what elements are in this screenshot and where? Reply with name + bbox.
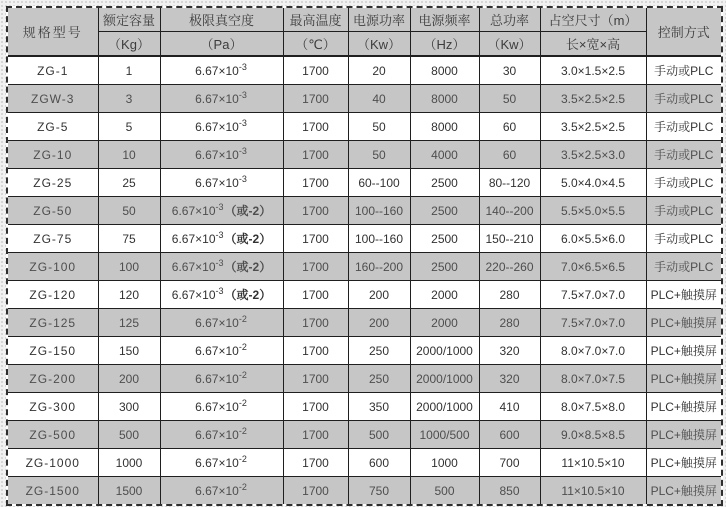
- cell-vacuum: [160, 253, 283, 281]
- cell-frequency: 8000: [410, 56, 479, 85]
- table-row: [8, 337, 721, 365]
- cell-vacuum: [160, 449, 283, 477]
- cell-power: 500: [348, 421, 410, 449]
- cell-vacuum: [160, 421, 283, 449]
- cell-power: 250: [348, 365, 410, 393]
- vacuum-exponent: -2: [238, 369, 247, 380]
- cell-total-power: 80--120: [479, 169, 540, 197]
- vacuum-base: 6.67×10: [195, 399, 239, 414]
- vacuum-note: （或-2）: [224, 288, 272, 302]
- cell-total-power: 700: [479, 449, 540, 477]
- cell-power: 750: [348, 477, 410, 505]
- cell-power: 250: [348, 337, 410, 365]
- cell-model: ZG-75: [8, 225, 98, 253]
- table-row: [8, 449, 721, 477]
- vacuum-note: （或-2）: [224, 204, 272, 218]
- cell-frequency: 2000/1000: [410, 393, 479, 421]
- cell-total-power: 850: [479, 477, 540, 505]
- cell-total-power: 220--260: [479, 253, 540, 281]
- cell-max-temp: 1700: [283, 393, 348, 421]
- table-row: [8, 253, 721, 281]
- cell-total-power: 50: [479, 85, 540, 113]
- vacuum-base: 6.67×10: [195, 63, 239, 78]
- cell-power: 160--200: [348, 253, 410, 281]
- cell-capacity: 1500: [98, 477, 160, 505]
- cell-control: 手动或PLC: [646, 141, 721, 169]
- vacuum-base: 6.67×10: [171, 260, 216, 274]
- vacuum-exponent: -3: [215, 230, 224, 240]
- cell-dimensions: 11×10.5×10: [540, 449, 646, 477]
- cell-vacuum: [160, 56, 283, 85]
- cell-capacity: 100: [98, 253, 160, 281]
- cell-vacuum: [160, 337, 283, 365]
- cell-total-power: 280: [479, 309, 540, 337]
- cell-capacity: 125: [98, 309, 160, 337]
- vacuum-exponent: -3: [238, 117, 247, 128]
- cell-dimensions: 8.0×7.0×7.5: [540, 365, 646, 393]
- table-row: [8, 113, 721, 141]
- header-total-power-unit: （Kw）: [479, 32, 540, 57]
- header-control: 控制方式: [646, 8, 721, 56]
- cell-control: PLC+触摸屏: [646, 393, 721, 421]
- cell-frequency: 2500: [410, 225, 479, 253]
- cell-model: ZG-300: [8, 393, 98, 421]
- vacuum-base: 6.67×10: [195, 343, 239, 358]
- vacuum-exponent: -2: [238, 397, 247, 408]
- cell-dimensions: 6.0×5.5×6.0: [540, 225, 646, 253]
- cell-control: PLC+触摸屏: [646, 281, 721, 309]
- cell-control: PLC+触摸屏: [646, 477, 721, 505]
- cell-dimensions: 9.0×8.5×8.5: [540, 421, 646, 449]
- cell-max-temp: 1700: [283, 197, 348, 225]
- vacuum-base: 6.67×10: [171, 232, 216, 246]
- cell-frequency: 2000: [410, 281, 479, 309]
- cell-dimensions: 3.5×2.5×2.5: [540, 113, 646, 141]
- vacuum-note: （或-2）: [224, 260, 272, 274]
- cell-model: ZG-1500: [8, 477, 98, 505]
- cell-total-power: 60: [479, 113, 540, 141]
- table-row: [8, 169, 721, 197]
- table-header: [8, 8, 721, 56]
- header-model: 规格型号: [8, 8, 98, 56]
- table-row: [8, 365, 721, 393]
- header-max-temp-unit: （℃）: [283, 32, 348, 57]
- table-row: [8, 477, 721, 505]
- cell-power: 600: [348, 449, 410, 477]
- header-power-label: 电源功率: [348, 8, 410, 32]
- table-row: [8, 85, 721, 113]
- cell-capacity: 120: [98, 281, 160, 309]
- cell-max-temp: 1700: [283, 449, 348, 477]
- cell-model: ZG-200: [8, 365, 98, 393]
- vacuum-base: 6.67×10: [195, 91, 239, 106]
- cell-max-temp: 1700: [283, 421, 348, 449]
- cell-vacuum: [160, 365, 283, 393]
- cell-vacuum: [160, 225, 283, 253]
- table-row: [8, 56, 721, 85]
- cell-control: 手动或PLC: [646, 56, 721, 85]
- cell-power: 20: [348, 56, 410, 85]
- header-row-units: [8, 32, 721, 57]
- cell-dimensions: 3.5×2.5×2.5: [540, 85, 646, 113]
- cell-power: 50: [348, 141, 410, 169]
- vacuum-base: 6.67×10: [195, 483, 239, 498]
- cell-vacuum: [160, 85, 283, 113]
- cell-total-power: 320: [479, 365, 540, 393]
- cell-frequency: 500: [410, 477, 479, 505]
- cell-frequency: 2000: [410, 309, 479, 337]
- cell-power: 100--160: [348, 197, 410, 225]
- cell-power: 200: [348, 309, 410, 337]
- vacuum-base: 6.67×10: [195, 455, 239, 470]
- cell-capacity: 150: [98, 337, 160, 365]
- cell-capacity: 10: [98, 141, 160, 169]
- table-row: [8, 421, 721, 449]
- cell-dimensions: 7.0×6.5×6.5: [540, 253, 646, 281]
- cell-total-power: 600: [479, 421, 540, 449]
- header-row-labels: [8, 8, 721, 32]
- vacuum-note: （或-2）: [224, 232, 272, 246]
- header-capacity-label: 额定容量: [98, 8, 160, 32]
- vacuum-exponent: -3: [238, 145, 247, 156]
- vacuum-exponent: -2: [238, 341, 247, 352]
- cell-capacity: 1000: [98, 449, 160, 477]
- cell-vacuum: [160, 281, 283, 309]
- cell-model: ZG-50: [8, 197, 98, 225]
- cell-total-power: 140--200: [479, 197, 540, 225]
- header-vacuum-label: 极限真空度: [160, 8, 283, 32]
- cell-control: PLC+触摸屏: [646, 449, 721, 477]
- cell-dimensions: 3.5×2.5×3.0: [540, 141, 646, 169]
- cell-dimensions: 5.0×4.0×4.5: [540, 169, 646, 197]
- cell-model: ZG-500: [8, 421, 98, 449]
- cell-control: PLC+触摸屏: [646, 337, 721, 365]
- cell-capacity: 5: [98, 113, 160, 141]
- cell-max-temp: 1700: [283, 477, 348, 505]
- cell-max-temp: 1700: [283, 85, 348, 113]
- cell-control: PLC+触摸屏: [646, 309, 721, 337]
- cell-vacuum: [160, 141, 283, 169]
- cell-frequency: 2500: [410, 253, 479, 281]
- spec-table-container: [6, 6, 723, 506]
- cell-capacity: 75: [98, 225, 160, 253]
- table-row: [8, 309, 721, 337]
- table-row: [8, 197, 721, 225]
- cell-max-temp: 1700: [283, 169, 348, 197]
- cell-control: 手动或PLC: [646, 169, 721, 197]
- vacuum-base: 6.67×10: [195, 119, 239, 134]
- header-frequency-label: 电源频率: [410, 8, 479, 32]
- cell-max-temp: 1700: [283, 281, 348, 309]
- cell-capacity: 3: [98, 85, 160, 113]
- vacuum-exponent: -3: [238, 89, 247, 100]
- vacuum-exponent: -3: [215, 258, 224, 268]
- vacuum-exponent: -3: [238, 173, 247, 184]
- cell-capacity: 300: [98, 393, 160, 421]
- cell-dimensions: 8.0×7.5×8.0: [540, 393, 646, 421]
- cell-vacuum: [160, 113, 283, 141]
- vacuum-exponent: -2: [238, 481, 247, 492]
- cell-model: ZG-100: [8, 253, 98, 281]
- vacuum-base: 6.67×10: [195, 147, 239, 162]
- vacuum-exponent: -2: [238, 313, 247, 324]
- vacuum-base: 6.67×10: [195, 427, 239, 442]
- cell-dimensions: 7.5×7.0×7.0: [540, 281, 646, 309]
- cell-power: 200: [348, 281, 410, 309]
- table-row: [8, 141, 721, 169]
- cell-dimensions: 8.0×7.0×7.0: [540, 337, 646, 365]
- cell-frequency: 8000: [410, 113, 479, 141]
- cell-power: 40: [348, 85, 410, 113]
- cell-frequency: 8000: [410, 85, 479, 113]
- header-vacuum-unit: （Pa）: [160, 32, 283, 57]
- cell-total-power: 150--210: [479, 225, 540, 253]
- table-row: [8, 393, 721, 421]
- cell-max-temp: 1700: [283, 113, 348, 141]
- cell-max-temp: 1700: [283, 225, 348, 253]
- vacuum-base: 6.67×10: [195, 371, 239, 386]
- cell-total-power: 60: [479, 141, 540, 169]
- table-body: [8, 56, 721, 504]
- cell-control: PLC+触摸屏: [646, 365, 721, 393]
- cell-model: ZG-125: [8, 309, 98, 337]
- cell-total-power: 320: [479, 337, 540, 365]
- cell-total-power: 410: [479, 393, 540, 421]
- cell-vacuum: [160, 309, 283, 337]
- header-max-temp-label: 最高温度: [283, 8, 348, 32]
- cell-vacuum: [160, 393, 283, 421]
- cell-frequency: 4000: [410, 141, 479, 169]
- cell-model: ZG-10: [8, 141, 98, 169]
- cell-frequency: 2000/1000: [410, 365, 479, 393]
- table-row: [8, 225, 721, 253]
- cell-frequency: 1000/500: [410, 421, 479, 449]
- cell-model: ZG-5: [8, 113, 98, 141]
- cell-model: ZG-25: [8, 169, 98, 197]
- cell-total-power: 280: [479, 281, 540, 309]
- cell-dimensions: 3.0×1.5×2.5: [540, 56, 646, 85]
- cell-vacuum: [160, 197, 283, 225]
- cell-control: 手动或PLC: [646, 225, 721, 253]
- cell-control: 手动或PLC: [646, 253, 721, 281]
- cell-power: 60--100: [348, 169, 410, 197]
- cell-max-temp: 1700: [283, 56, 348, 85]
- cell-model: ZG-150: [8, 337, 98, 365]
- vacuum-base: 6.67×10: [195, 315, 239, 330]
- cell-model: ZGW-3: [8, 85, 98, 113]
- vacuum-exponent: -2: [238, 425, 247, 436]
- cell-model: ZG-120: [8, 281, 98, 309]
- cell-power: 100--160: [348, 225, 410, 253]
- vacuum-base: 6.67×10: [171, 204, 216, 218]
- cell-vacuum: [160, 169, 283, 197]
- cell-dimensions: 5.5×5.0×5.5: [540, 197, 646, 225]
- table-row: [8, 281, 721, 309]
- header-power-unit: （Kw）: [348, 32, 410, 57]
- vacuum-base: 6.67×10: [195, 175, 239, 190]
- cell-frequency: 2000/1000: [410, 337, 479, 365]
- vacuum-exponent: -3: [215, 286, 224, 296]
- cell-control: 手动或PLC: [646, 197, 721, 225]
- cell-vacuum: [160, 477, 283, 505]
- cell-frequency: 2500: [410, 169, 479, 197]
- vacuum-base: 6.67×10: [171, 288, 216, 302]
- header-frequency-unit: （Hz）: [410, 32, 479, 57]
- cell-control: PLC+触摸屏: [646, 421, 721, 449]
- cell-dimensions: 7.5×7.0×7.0: [540, 309, 646, 337]
- cell-max-temp: 1700: [283, 365, 348, 393]
- header-capacity-unit: （Kg）: [98, 32, 160, 57]
- cell-max-temp: 1700: [283, 141, 348, 169]
- cell-model: ZG-1: [8, 56, 98, 85]
- cell-dimensions: 11×10.5×10: [540, 477, 646, 505]
- spec-table: [8, 8, 721, 504]
- cell-power: 50: [348, 113, 410, 141]
- cell-capacity: 1: [98, 56, 160, 85]
- cell-max-temp: 1700: [283, 309, 348, 337]
- cell-capacity: 50: [98, 197, 160, 225]
- cell-max-temp: 1700: [283, 253, 348, 281]
- cell-power: 350: [348, 393, 410, 421]
- vacuum-exponent: -3: [238, 61, 247, 72]
- cell-capacity: 500: [98, 421, 160, 449]
- cell-model: ZG-1000: [8, 449, 98, 477]
- vacuum-exponent: -3: [215, 202, 224, 212]
- header-total-power-label: 总功率: [479, 8, 540, 32]
- cell-total-power: 30: [479, 56, 540, 85]
- cell-frequency: 1000: [410, 449, 479, 477]
- cell-control: 手动或PLC: [646, 113, 721, 141]
- cell-max-temp: 1700: [283, 337, 348, 365]
- header-dimensions-unit: 长×宽×高: [540, 32, 646, 57]
- cell-capacity: 25: [98, 169, 160, 197]
- cell-frequency: 2500: [410, 197, 479, 225]
- vacuum-exponent: -2: [238, 453, 247, 464]
- cell-capacity: 200: [98, 365, 160, 393]
- header-dimensions-label: 占空尺寸（m）: [540, 8, 646, 32]
- cell-control: 手动或PLC: [646, 85, 721, 113]
